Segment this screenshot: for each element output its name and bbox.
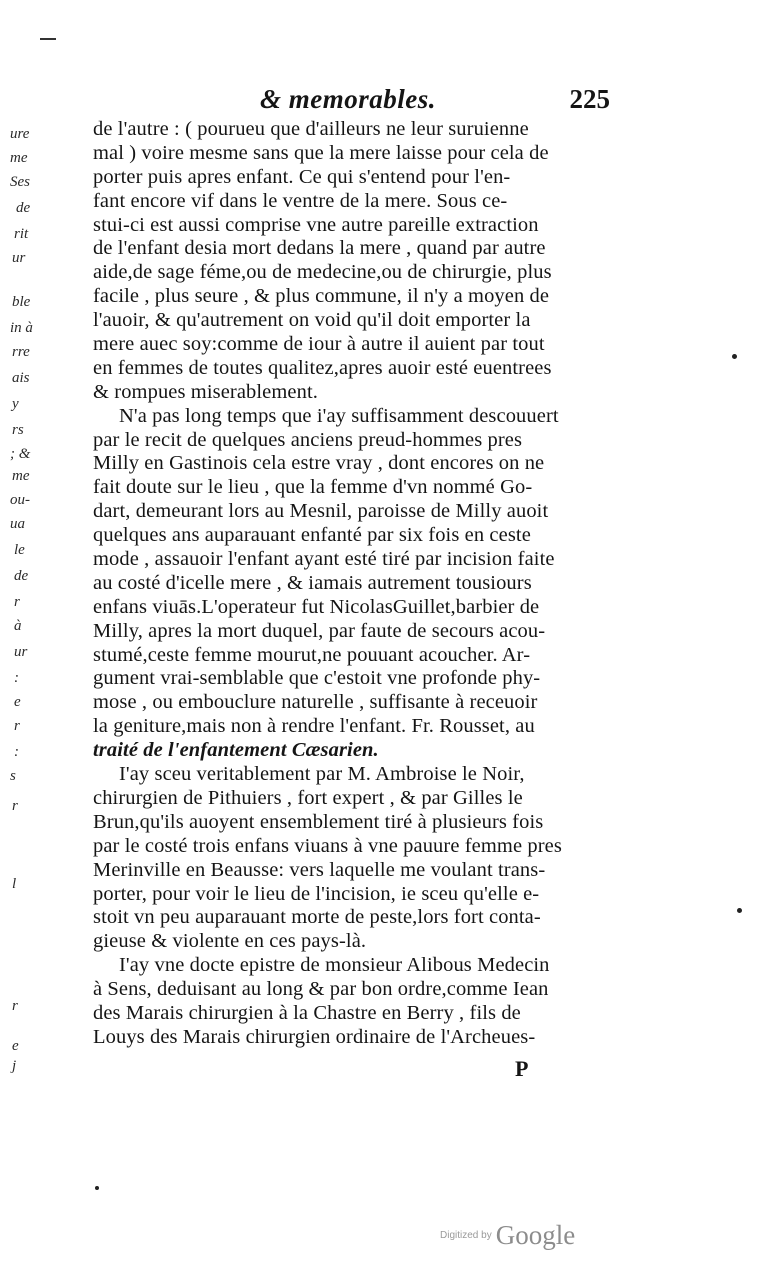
text-line: mode , assauoir l'enfant ayant esté tiré par incision faite	[93, 548, 555, 571]
margin-fragment: r	[12, 998, 18, 1014]
text-line: par le costé trois enfans viuans à vne pauure femme pres	[93, 834, 562, 857]
margin-fragment: ur	[12, 250, 26, 266]
body-text	[93, 118, 605, 1050]
margin-fragment: ; &	[10, 446, 31, 462]
margin-fragment: ou-	[10, 492, 30, 508]
margin-fragment: me	[12, 468, 30, 484]
text-line: aide,de sage féme,ou de medecine,ou de chirurgie, plus	[93, 261, 552, 284]
text-line: Milly, apres la mort duquel, par faute de secours acou-	[93, 619, 546, 642]
text-line: gieuse & violente en ces pays-là.	[93, 930, 367, 953]
margin-fragment: s	[10, 768, 16, 784]
digitized-watermark	[440, 1220, 575, 1251]
margin-fragment: à	[14, 618, 22, 634]
text-line: mose , ou embouclure naturelle , suffisante à receuoir	[93, 691, 538, 714]
margin-fragment: ure	[10, 126, 30, 142]
margin-fragment: e	[14, 694, 21, 710]
text-line: facile , plus seure , & plus commune, il n'y a moyen de	[93, 285, 550, 308]
margin-fragment: de	[16, 200, 31, 216]
text-line: quelques ans auparauant enfanté par six fois en ceste	[93, 524, 531, 547]
text-line: de l'autre : ( pourueu que d'ailleurs ne leur suruienne	[93, 118, 529, 140]
text-line: à Sens, deduisant au long & par bon ordre,comme Iean	[93, 978, 549, 1001]
margin-fragment: de	[14, 568, 29, 584]
text-line: Milly en Gastinois cela estre vray , dont encores on ne	[93, 452, 545, 475]
margin-fragment: ur	[14, 644, 28, 660]
text-line: au costé d'icelle mere , & iamais autrement tousiours	[93, 571, 532, 594]
text-line: stui-ci est aussi comprise vne autre pareille extraction	[93, 213, 539, 236]
text-line: mal ) voire mesme sans que la mere laisse pour cela de	[93, 141, 549, 164]
margin-fragment: :	[14, 670, 19, 686]
ink-speck	[732, 354, 737, 359]
text-line: porter, pour voir le lieu de l'incision, ie sceu qu'elle e-	[93, 882, 540, 905]
text-line: en femmes de toutes qualitez,apres auoir esté euentrees	[93, 356, 552, 379]
margin-fragment: e	[12, 1038, 19, 1054]
text-line: traité de l'enfantement Cæsarien.	[93, 739, 379, 762]
margin-fragment: me	[10, 150, 28, 166]
margin-fragment: l	[12, 876, 17, 892]
margin-fragment: in à	[10, 320, 33, 336]
text-line: fant encore vif dans le ventre de la mere. Sous ce-	[93, 189, 508, 212]
margin-fragment: le	[14, 542, 25, 558]
text-line: mere auec soy:comme de iour à autre il auient par tout	[93, 333, 545, 356]
ink-speck	[95, 1186, 99, 1190]
margin-fragment: ble	[12, 294, 31, 310]
text-line: fait doute sur le lieu , que la femme d'vn nommé Go-	[93, 476, 533, 499]
ink-speck	[737, 908, 742, 913]
margin-fragment: :	[14, 744, 19, 760]
text-line: chirurgien de Pithuiers , fort expert , & par Gilles le	[93, 786, 523, 809]
margin-fragment: ua	[10, 516, 25, 532]
text-line: I'ay vne docte epistre de monsieur Alibous Medecin	[119, 954, 550, 977]
margin-fragment: r	[12, 798, 18, 814]
google-logo: Google	[495, 1220, 576, 1250]
text-line: gument vrai-semblable que c'estoit vne profonde phy-	[93, 667, 541, 690]
text-line: N'a pas long temps que i'ay suffisamment descouuert	[119, 404, 559, 427]
catchword: P	[515, 1056, 529, 1081]
margin-fragment: rre	[12, 344, 30, 360]
text-line: dart, demeurant lors au Mesnil, paroisse de Milly auoit	[93, 500, 549, 523]
text-line: stoit vn peu auparauant morte de peste,lors fort conta-	[93, 906, 541, 929]
text-line: par le recit de quelques anciens preud-hommes pres	[93, 428, 523, 451]
text-line: de l'enfant desia mort dedans la mere , quand par autre	[93, 237, 546, 260]
margin-fragment: rit	[14, 226, 29, 242]
text-line: Louys des Marais chirurgien ordinaire de l'Archeues-	[93, 1025, 536, 1048]
margin-fragment: Ses	[10, 174, 30, 190]
text-line: Merinville en Beausse: vers laquelle me voulant trans-	[93, 858, 546, 881]
margin-fragment: rs	[12, 422, 24, 438]
margin-fragment: r	[14, 594, 20, 610]
margin-fragment: ais	[12, 370, 30, 386]
text-line: Brun,qu'ils auoyent ensemblement tiré à plusieurs fois	[93, 810, 544, 833]
running-title: & memorables.	[260, 84, 436, 114]
text-line: & rompues miserablement.	[93, 380, 318, 403]
text-line: l'auoir, & qu'autrement on void qu'il doit emporter la	[93, 309, 531, 332]
text-line: I'ay sceu veritablement par M. Ambroise le Noir,	[119, 763, 525, 786]
text-line: porter puis apres enfant. Ce qui s'entend pour l'en-	[93, 165, 511, 188]
running-header	[230, 82, 610, 122]
margin-fragment: j	[12, 1058, 17, 1074]
margin-fragment: y	[12, 396, 19, 412]
top-mark	[40, 38, 56, 40]
text-line: la geniture,mais non à rendre l'enfant. Fr. Rousset, au	[93, 715, 535, 738]
text-line: stumé,ceste femme mourut,ne pouuant acoucher. Ar-	[93, 643, 531, 666]
page-number: 225	[569, 84, 610, 114]
text-line: enfans viuās.L'operateur fut NicolasGuillet,barbier de	[93, 595, 540, 618]
digitized-label: Digitized by	[440, 1230, 492, 1241]
margin-fragment: r	[14, 718, 20, 734]
text-line: des Marais chirurgien à la Chastre en Berry , fils de	[93, 1001, 521, 1024]
